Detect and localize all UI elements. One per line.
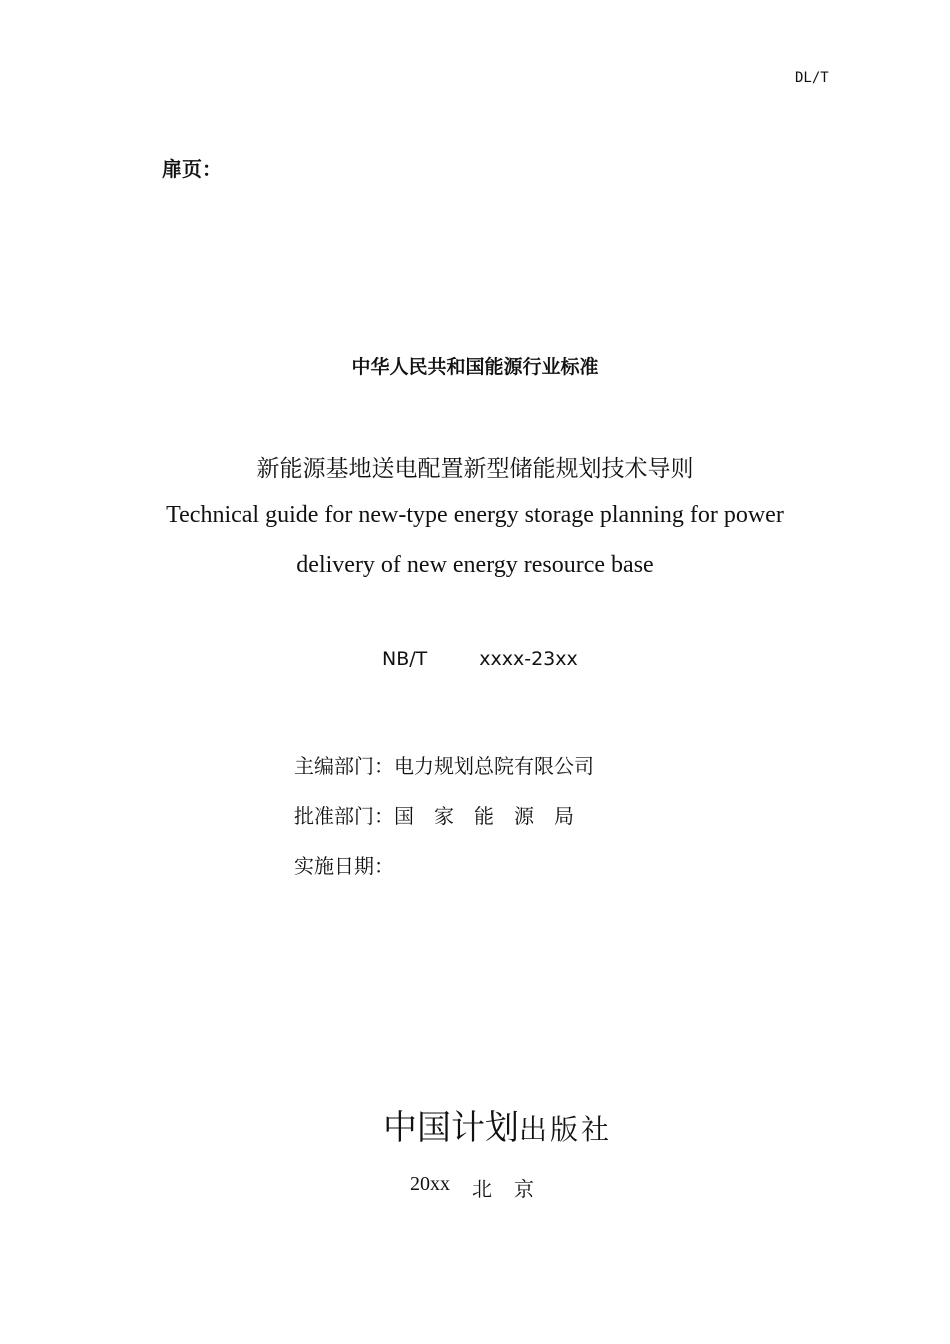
editor-row [294, 750, 594, 779]
approver-char: 局 [554, 804, 574, 828]
publication-city-char: 京 [514, 1179, 534, 1201]
approver-value [394, 804, 594, 828]
implementation-date-label: 实施日期： [294, 854, 394, 878]
publisher [383, 1100, 612, 1149]
editor-value: 电力规划总院有限公司 [394, 754, 594, 778]
standard-code [382, 648, 578, 670]
title-english-line-2: delivery of new energy resource base [296, 552, 654, 578]
standard-code-number: xxxx-23xx [479, 648, 578, 670]
header-doc-code: DL/T [795, 70, 829, 86]
editor-label: 主编部门： [294, 754, 394, 778]
approver-char: 家 [434, 804, 454, 828]
implementation-date-row [294, 850, 394, 879]
approver-char: 源 [514, 804, 534, 828]
approver-char: 能 [474, 804, 494, 828]
publication-year-place [410, 1173, 534, 1202]
approver-row [294, 800, 594, 829]
title-english-line-1: Technical guide for new-type energy storage planning for power [166, 502, 784, 528]
standard-code-prefix: NB/T [382, 648, 428, 670]
publisher-name-sub: 出版社 [519, 1113, 613, 1146]
title-chinese: 新能源基地送电配置新型储能规划技术导则 [256, 456, 694, 482]
publication-city-char: 北 [472, 1179, 492, 1201]
standard-organization: 中华人民共和国能源行业标准 [351, 356, 599, 378]
publication-year: 20xx [410, 1173, 450, 1195]
approver-char: 国 [394, 804, 414, 828]
publisher-name-main: 中国计划 [383, 1108, 519, 1148]
approver-label: 批准部门： [294, 804, 394, 828]
flyleaf-label: 扉页： [162, 157, 222, 181]
